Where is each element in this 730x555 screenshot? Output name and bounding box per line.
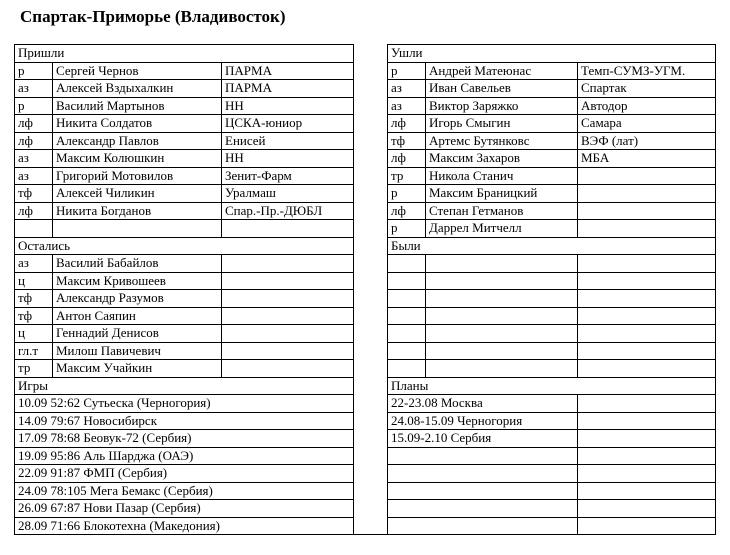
stayed-position: гл.т	[15, 342, 53, 360]
stayed-player: Александр Разумов	[53, 290, 222, 308]
stayed-position: аз	[15, 255, 53, 273]
arrived-position	[15, 220, 53, 238]
arrived-from-club: ПАРМА	[222, 62, 354, 80]
table-row	[15, 360, 716, 378]
arrived-player: Григорий Мотовилов	[53, 167, 222, 185]
column-gap	[354, 482, 388, 500]
column-gap	[354, 465, 388, 483]
left-position: лф	[388, 115, 426, 133]
were-player	[426, 307, 578, 325]
were-player	[426, 290, 578, 308]
column-gap	[354, 220, 388, 238]
arrived-from-club: Зенит-Фарм	[222, 167, 354, 185]
table-row	[15, 307, 716, 325]
table-row	[15, 482, 716, 500]
arrived-player: Алексей Чиликин	[53, 185, 222, 203]
left-to-club	[578, 202, 716, 220]
table-row	[15, 115, 716, 133]
arrived-position: аз	[15, 80, 53, 98]
left-player: Степан Гетманов	[426, 202, 578, 220]
left-to-club	[578, 185, 716, 203]
plan-empty	[578, 500, 716, 518]
table-row	[15, 447, 716, 465]
left-header: Ушли	[388, 45, 716, 63]
were-header: Были	[388, 237, 716, 255]
game-result: 10.09 52:62 Сутьеска (Черногория)	[15, 395, 354, 413]
arrived-from-club: Спар.-Пр.-ДЮБЛ	[222, 202, 354, 220]
table-row	[15, 167, 716, 185]
were-empty	[578, 325, 716, 343]
column-gap	[354, 115, 388, 133]
were-player	[426, 272, 578, 290]
arrived-position: лф	[15, 115, 53, 133]
arrived-player	[53, 220, 222, 238]
were-player	[426, 360, 578, 378]
table-row	[15, 185, 716, 203]
plan-empty	[578, 430, 716, 448]
left-position: аз	[388, 97, 426, 115]
plan-empty	[578, 395, 716, 413]
game-result: 26.09 67:87 Нови Пазар (Сербия)	[15, 500, 354, 518]
left-player: Даррел Митчелл	[426, 220, 578, 238]
table-row	[15, 97, 716, 115]
left-to-club	[578, 167, 716, 185]
left-position: лф	[388, 202, 426, 220]
table-row	[15, 342, 716, 360]
were-player	[426, 342, 578, 360]
column-gap	[354, 342, 388, 360]
plan-item: 24.08-15.09 Черногория	[388, 412, 578, 430]
arrived-position: р	[15, 62, 53, 80]
left-to-club: ВЭФ (лат)	[578, 132, 716, 150]
left-to-club: МБА	[578, 150, 716, 168]
column-gap	[354, 237, 388, 255]
plan-empty	[578, 447, 716, 465]
were-empty	[578, 290, 716, 308]
stayed-header: Остались	[15, 237, 354, 255]
arrived-player: Максим Колюшкин	[53, 150, 222, 168]
were-empty	[578, 342, 716, 360]
arrived-from-club: Уралмаш	[222, 185, 354, 203]
arrived-from-club	[222, 220, 354, 238]
left-player: Максим Захаров	[426, 150, 578, 168]
stayed-player: Максим Учайкин	[53, 360, 222, 378]
arrived-from-club: ПАРМА	[222, 80, 354, 98]
column-gap	[354, 150, 388, 168]
section-header-row	[15, 45, 716, 63]
were-position	[388, 255, 426, 273]
table-row	[15, 395, 716, 413]
plan-empty	[578, 412, 716, 430]
column-gap	[354, 430, 388, 448]
left-to-club	[578, 220, 716, 238]
arrived-player: Алексей Вздыхалкин	[53, 80, 222, 98]
column-gap	[354, 290, 388, 308]
left-to-club: Самара	[578, 115, 716, 133]
arrived-player: Александр Павлов	[53, 132, 222, 150]
arrived-player: Сергей Чернов	[53, 62, 222, 80]
roster-table	[14, 44, 716, 535]
were-empty	[578, 255, 716, 273]
column-gap	[354, 255, 388, 273]
table-row	[15, 220, 716, 238]
column-gap	[354, 185, 388, 203]
table-row	[15, 325, 716, 343]
arrived-player: Никита Богданов	[53, 202, 222, 220]
table-row	[15, 430, 716, 448]
column-gap	[354, 167, 388, 185]
game-result: 24.09 78:105 Мега Бемакс (Сербия)	[15, 482, 354, 500]
arrived-position: лф	[15, 202, 53, 220]
left-position: аз	[388, 80, 426, 98]
plan-item	[388, 500, 578, 518]
stayed-player: Милош Павичевич	[53, 342, 222, 360]
were-position	[388, 307, 426, 325]
column-gap	[354, 500, 388, 518]
stayed-empty	[222, 360, 354, 378]
left-player: Максим Браницкий	[426, 185, 578, 203]
left-player: Виктор Заряжко	[426, 97, 578, 115]
table-row	[15, 290, 716, 308]
stayed-empty	[222, 272, 354, 290]
arrived-player: Василий Мартынов	[53, 97, 222, 115]
column-gap	[354, 360, 388, 378]
stayed-position: тф	[15, 307, 53, 325]
left-player: Игорь Смыгин	[426, 115, 578, 133]
left-player: Никола Станич	[426, 167, 578, 185]
plan-empty	[578, 482, 716, 500]
left-to-club: Автодор	[578, 97, 716, 115]
arrived-header: Пришли	[15, 45, 354, 63]
games-header: Игры	[15, 377, 354, 395]
were-position	[388, 290, 426, 308]
were-position	[388, 272, 426, 290]
column-gap	[354, 377, 388, 395]
arrived-position: лф	[15, 132, 53, 150]
column-gap	[354, 447, 388, 465]
left-to-club: Спартак	[578, 80, 716, 98]
were-empty	[578, 272, 716, 290]
were-player	[426, 325, 578, 343]
were-position	[388, 342, 426, 360]
column-gap	[354, 395, 388, 413]
plan-empty	[578, 465, 716, 483]
arrived-position: тф	[15, 185, 53, 203]
plan-item	[388, 447, 578, 465]
left-position: р	[388, 185, 426, 203]
stayed-empty	[222, 255, 354, 273]
section-header-row	[15, 237, 716, 255]
column-gap	[354, 62, 388, 80]
arrived-from-club: Енисей	[222, 132, 354, 150]
left-position: тр	[388, 167, 426, 185]
table-row	[15, 62, 716, 80]
left-position: лф	[388, 150, 426, 168]
arrived-position: аз	[15, 150, 53, 168]
arrived-position: аз	[15, 167, 53, 185]
were-position	[388, 360, 426, 378]
stayed-empty	[222, 342, 354, 360]
stayed-position: ц	[15, 272, 53, 290]
table-row	[15, 412, 716, 430]
column-gap	[354, 412, 388, 430]
table-row	[15, 80, 716, 98]
arrived-from-club: НН	[222, 150, 354, 168]
arrived-position: р	[15, 97, 53, 115]
column-gap	[354, 80, 388, 98]
stayed-empty	[222, 307, 354, 325]
column-gap	[354, 517, 388, 535]
plans-header: Планы	[388, 377, 716, 395]
plan-item	[388, 465, 578, 483]
plan-item: 22-23.08 Москва	[388, 395, 578, 413]
plan-empty	[578, 517, 716, 535]
plan-item	[388, 482, 578, 500]
left-position: р	[388, 62, 426, 80]
stayed-player: Максим Кривошеев	[53, 272, 222, 290]
were-empty	[578, 360, 716, 378]
table-row	[15, 465, 716, 483]
left-position: тф	[388, 132, 426, 150]
left-player: Андрей Матеюнас	[426, 62, 578, 80]
table-row	[15, 202, 716, 220]
arrived-from-club: НН	[222, 97, 354, 115]
game-result: 22.09 91:87 ФМП (Сербия)	[15, 465, 354, 483]
stayed-empty	[222, 290, 354, 308]
left-position: р	[388, 220, 426, 238]
column-gap	[354, 272, 388, 290]
arrived-from-club: ЦСКА-юниор	[222, 115, 354, 133]
left-player: Артемс Бутянковс	[426, 132, 578, 150]
game-result: 14.09 79:67 Новосибирск	[15, 412, 354, 430]
column-gap	[354, 132, 388, 150]
table-row	[15, 500, 716, 518]
table-row	[15, 272, 716, 290]
were-player	[426, 255, 578, 273]
stayed-empty	[222, 325, 354, 343]
stayed-position: ц	[15, 325, 53, 343]
left-to-club: Темп-СУМЗ-УГМ.	[578, 62, 716, 80]
were-empty	[578, 307, 716, 325]
table-row	[15, 132, 716, 150]
stayed-position: тр	[15, 360, 53, 378]
column-gap	[354, 325, 388, 343]
game-result: 17.09 78:68 Беовук-72 (Сербия)	[15, 430, 354, 448]
table-row	[15, 255, 716, 273]
page-title: Спартак-Приморье (Владивосток)	[20, 7, 286, 26]
stayed-player: Антон Саяпин	[53, 307, 222, 325]
game-result: 28.09 71:66 Блокотехна (Македония)	[15, 517, 354, 535]
plan-item: 15.09-2.10 Сербия	[388, 430, 578, 448]
stayed-player: Василий Бабайлов	[53, 255, 222, 273]
left-player: Иван Савельев	[426, 80, 578, 98]
column-gap	[354, 97, 388, 115]
stayed-player: Геннадий Денисов	[53, 325, 222, 343]
arrived-player: Никита Солдатов	[53, 115, 222, 133]
column-gap	[354, 307, 388, 325]
table-row	[15, 517, 716, 535]
column-gap	[354, 202, 388, 220]
section-header-row	[15, 377, 716, 395]
table-row	[15, 150, 716, 168]
were-position	[388, 325, 426, 343]
column-gap	[354, 45, 388, 63]
stayed-position: тф	[15, 290, 53, 308]
plan-item	[388, 517, 578, 535]
game-result: 19.09 95:86 Аль Шарджа (ОАЭ)	[15, 447, 354, 465]
